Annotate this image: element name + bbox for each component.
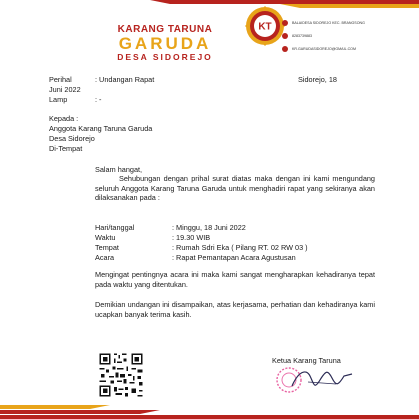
perihal-value: : Undangan Rapat xyxy=(95,75,155,84)
perihal-label: Perihal xyxy=(49,75,72,84)
org-name-line2: GARUDA xyxy=(118,34,212,53)
detail-value-day: : Minggu, 18 Juni 2022 xyxy=(172,223,246,232)
signatory-title: Ketua Karang Taruna xyxy=(272,356,341,365)
address-text: BALAIDESA SIDOREJO KEC. BRANGSONG xyxy=(292,20,365,25)
kepada-label: Kepada : xyxy=(49,114,79,123)
contact-info xyxy=(282,16,417,55)
greeting: Salam hangat, xyxy=(95,165,143,174)
email-icon xyxy=(282,46,288,52)
contact-email xyxy=(282,42,417,55)
closing-paragraph-1: Mengingat pentingnya acara ini maka kami sangat mengharapkan kehadiranya tepat pada waktu yang ditentukan. xyxy=(95,270,375,289)
phone-text: 8283739883 xyxy=(292,33,312,38)
closing-paragraph-2: Demikian undangan ini disampaikan, atas kerjasama, perhatian dan kehadiranya kami ucapkan banyak terima kasih. xyxy=(95,300,375,319)
contact-phone xyxy=(282,29,417,42)
recipient-line1: Anggota Karang Taruna Garuda xyxy=(49,124,153,133)
organization-name xyxy=(90,24,240,62)
detail-value-event: : Rapat Pemantapan Acara Agustusan xyxy=(172,253,296,262)
recipient-line2: Desa Sidorejo xyxy=(49,134,95,143)
detail-value-time: : 19.30 WIB xyxy=(172,233,211,242)
intro-paragraph: Sehubungan dengan prihal surat diatas maka dengan ini kami mengundang seluruh Anggota Karang Taruna Garuda untuk menghadiri rapat yang sekiranya akan dilaksanakan pada : xyxy=(95,174,375,203)
detail-label-time: Waktu xyxy=(95,233,116,242)
org-name-line3: DESA SIDOREJO xyxy=(117,52,213,62)
phone-icon xyxy=(282,33,288,39)
recipient-line3: Di-Tempat xyxy=(49,144,83,153)
emblem-lettering: KT xyxy=(258,21,272,33)
letterhead xyxy=(0,0,419,62)
lamp-label: Lamp xyxy=(49,95,68,104)
bottom-decorative-stripe xyxy=(0,399,419,419)
org-name-line1: KARANG TARUNA xyxy=(117,24,213,35)
email-text: KR.GARUDASIDOREJO@GMAIL.COM xyxy=(292,46,356,51)
karang-taruna-emblem-icon xyxy=(245,6,285,46)
detail-label-place: Tempat xyxy=(95,243,119,252)
contact-address xyxy=(282,16,417,29)
letter-date-line2: Juni 2022 xyxy=(49,85,81,94)
letter-date-line1: Sidorejo, 18 xyxy=(298,75,337,84)
lamp-value: : - xyxy=(95,95,102,104)
detail-value-place: : Rumah Sdri Eka ( Pilang RT. 02 RW 03 ) xyxy=(172,243,308,252)
detail-label-event: Acara xyxy=(95,253,115,262)
qr-code-icon xyxy=(98,352,144,398)
location-icon xyxy=(282,20,288,26)
detail-label-day: Hari/tanggal xyxy=(95,223,135,232)
handwritten-signature-icon xyxy=(288,364,356,394)
